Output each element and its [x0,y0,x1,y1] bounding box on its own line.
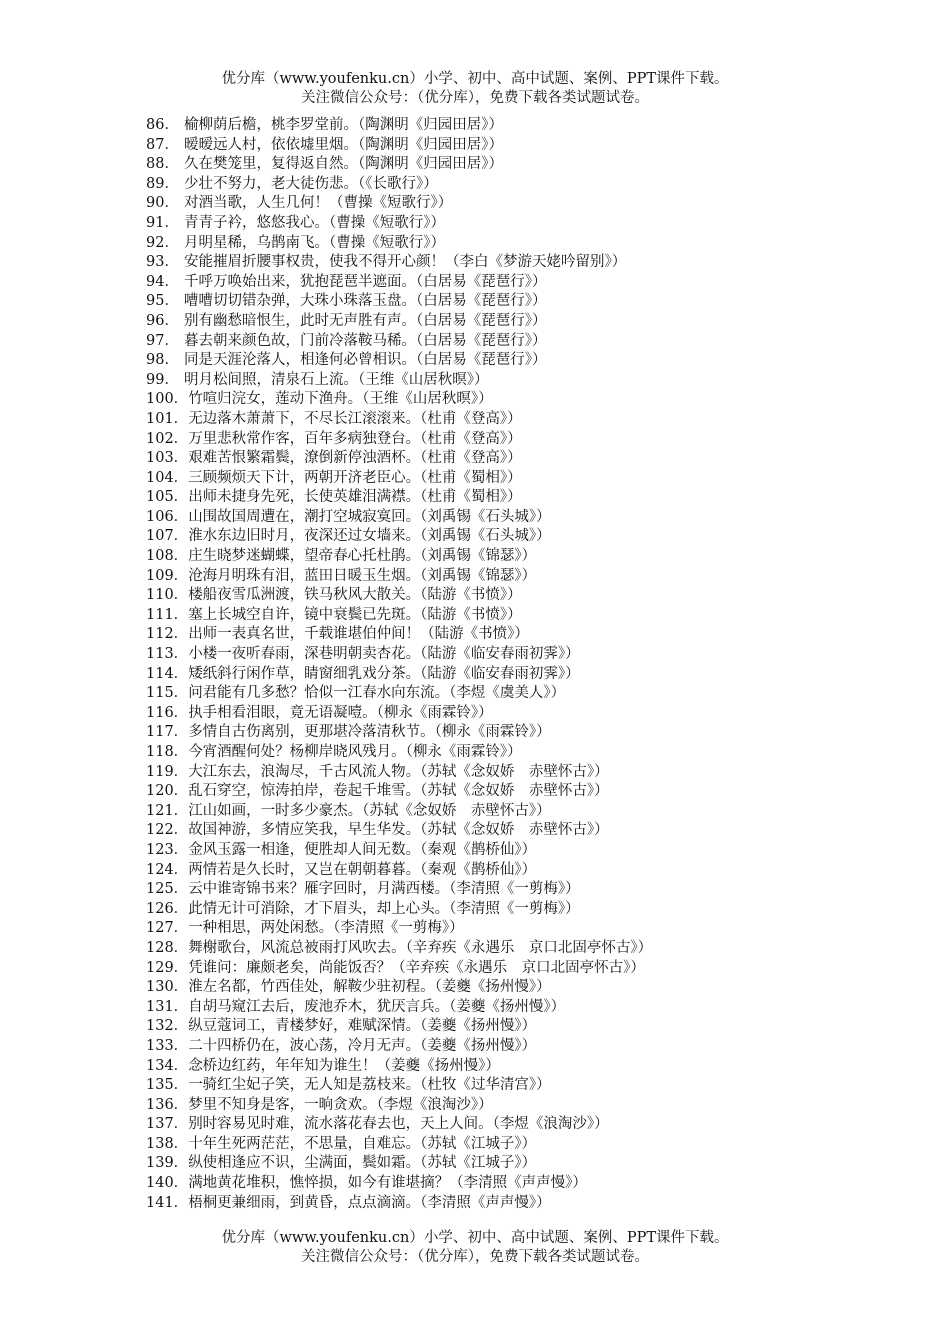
item-number: 87． [146,136,179,153]
list-item [146,116,906,136]
item-number: 120． [146,783,189,800]
item-text: 塞上长城空自许，镜中衰鬓已先斑。（陆游《书愤》） [188,606,522,623]
list-item [146,919,906,939]
item-number: 131． [146,998,189,1015]
item-text: 今宵酒醒何处？杨柳岸晓风残月。（柳永《雨霖铃》） [188,744,522,760]
item-text: 嘈嘈切切错杂弹，大珠小珠落玉盘。（白居易《琵琶行》） [184,293,547,310]
item-number: 133． [146,1037,189,1054]
item-number: 100． [146,391,189,408]
item-number: 88． [146,156,179,173]
list-item [146,802,906,822]
list-item [146,547,906,567]
item-number: 95． [146,293,179,310]
list-item [146,645,906,665]
item-number: 91． [146,214,179,231]
item-number: 139． [146,1155,189,1172]
footer-site-line: 优分库（www.youfenku.cn）小学、初中、高中试题、案例、PPT课件下载。 [221,1230,729,1246]
list-item [146,136,906,156]
item-text: 出师一表真名世，千载谁堪伯仲间！（陆游《书愤》） [188,626,529,643]
item-text: 同是天涯沦落人，相逢何必曾相识。（白居易《琵琶行》） [184,352,547,369]
item-text: 金风玉露一相逢，便胜却人间无数。（秦观《鹊桥仙》） [188,841,537,858]
item-text: 明月松间照，清泉石上流。（王维《山居秋暝》） [184,371,489,388]
item-number: 89． [146,175,179,192]
item-text: 一骑红尘妃子笑，无人知是荔枝来。（杜牧《过华清宫》） [188,1077,551,1094]
item-number: 125． [146,881,189,898]
item-number: 103． [146,450,189,467]
item-text: 执手相看泪眼，竟无语凝噎。（柳永《雨霖铃》） [188,704,493,721]
item-number: 115． [146,685,189,702]
item-number: 109． [146,567,189,584]
item-number: 122． [146,822,189,839]
item-number: 112． [146,626,189,643]
item-text: 少壮不努力，老大徒伤悲。（《长歌行》） [184,175,438,192]
item-number: 119． [146,763,189,780]
item-number: 90． [146,195,179,212]
list-item [146,194,906,214]
list-item [146,841,906,861]
list-item [146,292,906,312]
list-item [146,704,906,724]
item-text: 万里悲秋常作客，百年多病独登台。（杜甫《登高》） [188,430,522,447]
item-text: 满地黄花堆积，憔悴损，如今有谁堪摘？（李清照《声声慢》） [188,1175,587,1192]
item-number: 102． [146,430,189,447]
list-item [146,527,906,547]
item-number: 123． [146,841,189,858]
list-item [146,1076,906,1096]
item-text: 千呼万唤始出来，犹抱琵琶半遮面。（白居易《琵琶行》） [184,273,547,290]
list-item [146,586,906,606]
list-item [146,625,906,645]
item-text: 乱石穿空，惊涛拍岸，卷起千堆雪。（苏轼《念奴娇 赤壁怀古》） [188,783,609,800]
item-number: 126． [146,900,189,917]
list-item [146,998,906,1018]
list-item [146,743,906,763]
list-item [146,880,906,900]
list-item [146,978,906,998]
item-text: 对酒当歌，人生几何！（曹操《短歌行》） [184,195,453,212]
item-text: 沧海月明珠有泪，蓝田日暖玉生烟。（刘禹锡《锦瑟》） [188,567,537,584]
item-text: 梦里不知身是客，一晌贪欢。（李煜《浪淘沙》） [188,1096,493,1113]
list-item [146,175,906,195]
item-text: 念桥边红药，年年知为谁生！（姜夔《扬州慢》） [188,1057,500,1074]
page-footer [0,1229,950,1267]
item-text: 小楼一夜听春雨，深巷明朝卖杏花。（陆游《临安春雨初霁》） [188,646,580,663]
list-item [146,900,906,920]
list-item [146,567,906,587]
item-number: 110． [146,587,189,604]
item-number: 134． [146,1057,189,1074]
item-text: 出师未捷身先死，长使英雄泪满襟。（杜甫《蜀相》） [188,489,522,506]
item-number: 128． [146,939,189,956]
item-number: 117． [146,724,189,741]
list-item [146,488,906,508]
item-text: 榆柳荫后檐，桃李罗堂前。（陶渊明《归园田居》） [184,117,503,133]
item-text: 别有幽愁暗恨生，此时无声胜有声。（白居易《琵琶行》） [184,312,547,329]
item-text: 竹喧归浣女，莲动下渔舟。（王维《山居秋暝》） [188,391,493,408]
list-item [146,821,906,841]
item-number: 93． [146,254,179,271]
list-item [146,1017,906,1037]
item-number: 136． [146,1096,189,1113]
item-number: 86． [146,117,179,133]
item-text: 别时容易见时难，流水落花春去也，天上人间。（李煜《浪淘沙》） [188,1116,609,1133]
list-item [146,1037,906,1057]
list-item [146,371,906,391]
list-item [146,273,906,293]
item-text: 淮水东边旧时月，夜深还过女墙来。（刘禹锡《石头城》） [188,528,551,545]
item-number: 132． [146,1018,189,1035]
item-number: 97． [146,332,179,349]
item-number: 118． [146,744,189,760]
item-number: 99． [146,371,179,388]
item-number: 96． [146,312,179,329]
item-text: 月明星稀，乌鹊南飞。（曹操《短歌行》） [184,234,445,251]
list-item [146,234,906,254]
item-number: 127． [146,920,189,937]
item-number: 107． [146,528,189,545]
list-item [146,449,906,469]
list-item [146,1194,906,1214]
list-item [146,1135,906,1155]
item-text: 无边落木萧萧下，不尽长江滚滚来。（杜甫《登高》） [188,410,522,427]
list-item [146,430,906,450]
item-text: 楼船夜雪瓜洲渡，铁马秋风大散关。（陆游《书愤》） [188,587,522,604]
item-text: 多情自古伤离别，更那堪冷落清秋节。（柳永《雨霖铃》） [188,724,551,741]
list-item [146,155,906,175]
item-number: 116． [146,704,189,721]
item-text: 纵使相逢应不识，尘满面，鬓如霜。（苏轼《江城子》） [188,1155,537,1172]
list-item [146,332,906,352]
item-number: 108． [146,548,189,565]
item-number: 113． [146,646,189,663]
list-item [146,1057,906,1077]
item-text: 云中谁寄锦书来？雁字回时，月满西楼。（李清照《一剪梅》） [188,881,580,898]
list-item [146,763,906,783]
list-item [146,723,906,743]
item-text: 自胡马窥江去后，废池乔木，犹厌言兵。（姜夔《扬州慢》） [188,998,566,1015]
item-number: 141． [146,1194,189,1211]
item-text: 久在樊笼里，复得返自然。（陶渊明《归园田居》） [184,156,503,173]
item-text: 矮纸斜行闲作草，睛窗细乳戏分茶。（陆游《临安春雨初霁》） [188,665,580,682]
item-text: 暮去朝来颜色故，门前冷落鞍马稀。（白居易《琵琶行》） [184,332,547,349]
item-text: 舞榭歌台，风流总被雨打风吹去。（辛弃疾《永遇乐 京口北固亭怀古》） [188,939,653,956]
list-item [146,861,906,881]
item-number: 129． [146,959,189,976]
list-item [146,469,906,489]
list-item [146,1154,906,1174]
list-item [146,1096,906,1116]
list-item [146,390,906,410]
list-item [146,351,906,371]
list-item [146,684,906,704]
item-number: 94． [146,273,179,290]
item-text: 庄生晓梦迷蝴蝶，望帝春心托杜鹃。（刘禹锡《锦瑟》） [188,548,537,565]
list-item [146,253,906,273]
list-item [146,606,906,626]
list-item [146,1174,906,1194]
item-text: 梧桐更兼细雨，到黄昏，点点滴滴。（李清照《声声慢》） [188,1194,551,1211]
list-item [146,665,906,685]
item-number: 104． [146,469,189,486]
item-number: 130． [146,979,189,996]
item-text: 此情无计可消除，才下眉头，却上心头。（李清照《一剪梅》） [188,900,580,917]
header-wechat-line: 关注微信公众号：（优分库），免费下载各类试题试卷。 [301,90,649,106]
item-text: 淮左名都，竹西佳处，解鞍少驻初程。（姜夔《扬州慢》） [188,979,551,996]
item-text: 故国神游，多情应笑我，早生华发。（苏轼《念奴娇 赤壁怀古》） [188,822,609,839]
item-text: 一种相思，两处闲愁。（李清照《一剪梅》） [188,920,464,937]
item-number: 138． [146,1135,189,1152]
header-site-line: 优分库（www.youfenku.cn）小学、初中、高中试题、案例、PPT课件下载。 [221,71,729,87]
list-item [146,782,906,802]
list-item [146,410,906,430]
list-item [146,312,906,332]
list-item [146,214,906,234]
item-text: 大江东去，浪淘尽，千古风流人物。（苏轼《念奴娇 赤壁怀古》） [188,763,609,780]
item-text: 十年生死两茫茫，不思量，自难忘。（苏轼《江城子》） [188,1135,537,1152]
item-text: 山围故国周遭在，潮打空城寂寞回。（刘禹锡《石头城》） [188,508,551,525]
item-number: 111． [146,606,189,623]
quotation-list [146,116,906,1213]
item-text: 艰难苦恨繁霜鬓，潦倒新停浊酒杯。（杜甫《登高》） [188,450,522,467]
list-item [146,939,906,959]
item-text: 两情若是久长时，又岂在朝朝暮暮。（秦观《鹊桥仙》） [188,861,537,878]
footer-wechat-line: 关注微信公众号：（优分库），免费下载各类试题试卷。 [301,1249,649,1265]
item-text: 凭谁问：廉颇老矣，尚能饭否？（辛弃疾《永遇乐 京口北固亭怀古》） [188,959,645,976]
item-number: 105． [146,489,189,506]
item-number: 124． [146,861,189,878]
item-text: 三顾频烦天下计，两朝开济老臣心。（杜甫《蜀相》） [188,469,522,486]
item-number: 92． [146,234,179,251]
list-item [146,508,906,528]
item-text: 青青子衿，悠悠我心。（曹操《短歌行》） [184,214,445,231]
list-item [146,1115,906,1135]
item-text: 安能摧眉折腰事权贵，使我不得开心颜！（李白《梦游天姥吟留别》） [184,254,627,271]
list-item [146,959,906,979]
item-number: 98． [146,352,179,369]
item-number: 106． [146,508,189,525]
item-text: 问君能有几多愁？恰似一江春水向东流。（李煜《虞美人》） [188,685,566,702]
item-number: 137． [146,1116,189,1133]
item-number: 135． [146,1077,189,1094]
item-text: 江山如画，一时多少豪杰。（苏轼《念奴娇 赤壁怀古》） [188,802,551,819]
item-text: 暧暧远人村，依依墟里烟。（陶渊明《归园田居》） [184,136,503,153]
item-number: 114． [146,665,189,682]
page-header [0,70,950,108]
item-number: 140． [146,1175,189,1192]
item-text: 二十四桥仍在，波心荡，冷月无声。（姜夔《扬州慢》） [188,1037,537,1054]
item-number: 121． [146,802,189,819]
item-text: 纵豆蔻词工，青楼梦好，难赋深情。（姜夔《扬州慢》） [188,1018,537,1035]
item-number: 101． [146,410,189,427]
